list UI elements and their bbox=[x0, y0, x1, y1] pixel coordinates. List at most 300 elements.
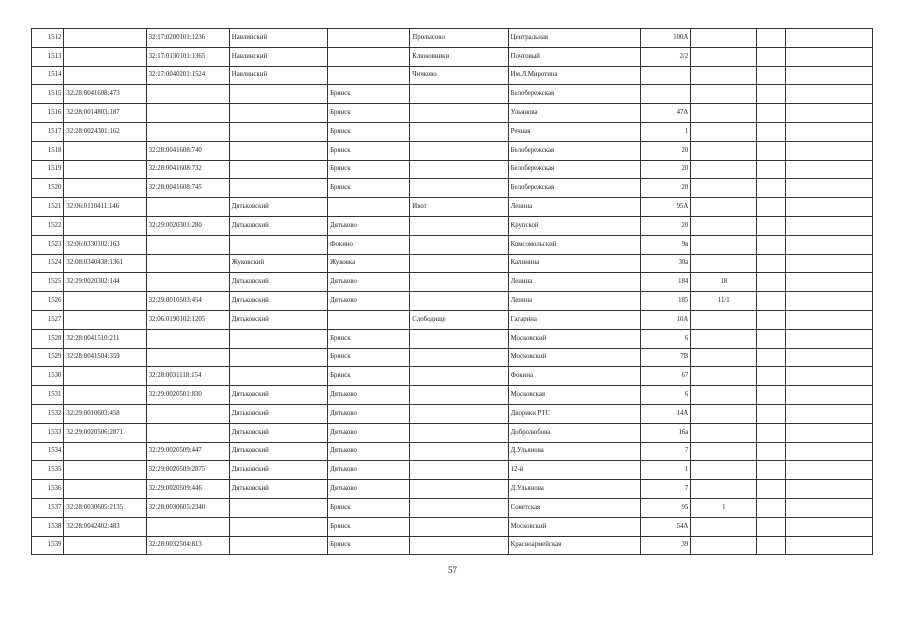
row-number-cell: 1529 bbox=[32, 348, 64, 367]
street-cell: 12-й bbox=[508, 461, 640, 480]
district-cell: Дятьковский bbox=[229, 404, 327, 423]
street-cell: Д.Ульянова bbox=[508, 442, 640, 461]
row-number-cell: 1528 bbox=[32, 329, 64, 348]
district-cell bbox=[229, 235, 327, 254]
cadastral-number-building-cell: 32:29:0020509:2875 bbox=[146, 461, 229, 480]
building-cell bbox=[691, 310, 757, 329]
cadastral-number-building-cell bbox=[146, 404, 229, 423]
flat-cell bbox=[757, 423, 786, 442]
house-cell: 7 bbox=[640, 480, 691, 499]
flat-cell bbox=[757, 329, 786, 348]
flat-cell bbox=[757, 47, 786, 66]
settlement-cell bbox=[410, 536, 508, 555]
extra-cell bbox=[786, 122, 873, 141]
building-cell bbox=[691, 122, 757, 141]
table-row bbox=[32, 292, 873, 311]
cadastral-number-building-cell: 32:28:0031118:154 bbox=[146, 367, 229, 386]
cadastral-number-building-cell: 32:28:0041608:740 bbox=[146, 141, 229, 160]
cadastral-number-land-cell bbox=[64, 536, 146, 555]
cadastral-number-building-cell: 32:29:0010503:454 bbox=[146, 292, 229, 311]
street-cell: Московский bbox=[508, 517, 640, 536]
extra-cell bbox=[786, 348, 873, 367]
settlement-cell bbox=[410, 329, 508, 348]
house-cell: 1 bbox=[640, 122, 691, 141]
district-cell: Навлинский bbox=[229, 66, 327, 85]
district-cell: Дятьковский bbox=[229, 292, 327, 311]
cadastral-number-land-cell bbox=[64, 47, 146, 66]
district-cell bbox=[229, 536, 327, 555]
flat-cell bbox=[757, 292, 786, 311]
settlement-cell bbox=[410, 160, 508, 179]
cadastral-number-building-cell: 32:29:0020501:830 bbox=[146, 386, 229, 405]
settlement-cell bbox=[410, 367, 508, 386]
building-cell bbox=[691, 254, 757, 273]
district-cell bbox=[229, 517, 327, 536]
table-row bbox=[32, 216, 873, 235]
building-cell: 11/1 bbox=[691, 292, 757, 311]
street-cell: Почтовый bbox=[508, 47, 640, 66]
building-cell bbox=[691, 517, 757, 536]
city-cell: Жуковка bbox=[328, 254, 410, 273]
city-cell bbox=[328, 66, 410, 85]
street-cell: Фокина bbox=[508, 367, 640, 386]
extra-cell bbox=[786, 66, 873, 85]
district-cell bbox=[229, 160, 327, 179]
building-cell bbox=[691, 29, 757, 48]
cadastral-number-building-cell: 32:29:0020509:447 bbox=[146, 442, 229, 461]
city-cell: Брянск bbox=[328, 179, 410, 198]
table-row bbox=[32, 235, 873, 254]
table-row bbox=[32, 85, 873, 104]
row-number-cell: 1523 bbox=[32, 235, 64, 254]
house-cell: 95А bbox=[640, 198, 691, 217]
row-number-cell: 1514 bbox=[32, 66, 64, 85]
cadastral-number-land-cell bbox=[64, 386, 146, 405]
building-cell bbox=[691, 104, 757, 123]
table-row bbox=[32, 29, 873, 48]
row-number-cell: 1518 bbox=[32, 141, 64, 160]
cadastral-number-building-cell bbox=[146, 273, 229, 292]
district-cell bbox=[229, 122, 327, 141]
extra-cell bbox=[786, 141, 873, 160]
street-cell: Московская bbox=[508, 386, 640, 405]
district-cell: Дятьковский bbox=[229, 442, 327, 461]
settlement-cell: Слободище bbox=[410, 310, 508, 329]
cadastral-number-land-cell: 32:29:0020506:2871 bbox=[64, 423, 146, 442]
district-cell bbox=[229, 179, 327, 198]
cadastral-number-land-cell bbox=[64, 216, 146, 235]
cadastral-number-land-cell bbox=[64, 29, 146, 48]
street-cell: Белобережская bbox=[508, 179, 640, 198]
building-cell bbox=[691, 160, 757, 179]
cadastral-number-land-cell bbox=[64, 461, 146, 480]
house-cell: 54А bbox=[640, 517, 691, 536]
extra-cell bbox=[786, 386, 873, 405]
house-cell: 6 bbox=[640, 386, 691, 405]
flat-cell bbox=[757, 367, 786, 386]
settlement-cell bbox=[410, 179, 508, 198]
flat-cell bbox=[757, 235, 786, 254]
city-cell: Брянск bbox=[328, 517, 410, 536]
cadastral-number-building-cell: 32:06:0190102:1205 bbox=[146, 310, 229, 329]
row-number-cell: 1530 bbox=[32, 367, 64, 386]
house-cell: 9в bbox=[640, 235, 691, 254]
flat-cell bbox=[757, 536, 786, 555]
cadastral-number-land-cell: 32:28:0024301:162 bbox=[64, 122, 146, 141]
settlement-cell: Пролысово bbox=[410, 29, 508, 48]
flat-cell bbox=[757, 461, 786, 480]
district-cell: Дятьковский bbox=[229, 216, 327, 235]
house-cell: 67 bbox=[640, 367, 691, 386]
settlement-cell bbox=[410, 85, 508, 104]
cadastral-number-building-cell bbox=[146, 517, 229, 536]
street-cell: Советская bbox=[508, 498, 640, 517]
row-number-cell: 1533 bbox=[32, 423, 64, 442]
settlement-cell bbox=[410, 292, 508, 311]
extra-cell bbox=[786, 310, 873, 329]
house-cell: 14А bbox=[640, 404, 691, 423]
table-row bbox=[32, 179, 873, 198]
settlement-cell bbox=[410, 104, 508, 123]
cadastral-number-land-cell: 32:28:0041608:473 bbox=[64, 85, 146, 104]
row-number-cell: 1520 bbox=[32, 179, 64, 198]
table-row bbox=[32, 517, 873, 536]
district-cell: Дятьковский bbox=[229, 386, 327, 405]
flat-cell bbox=[757, 254, 786, 273]
cadastral-number-land-cell: 32:28:0042402:483 bbox=[64, 517, 146, 536]
street-cell: Добролюбова bbox=[508, 423, 640, 442]
cadastral-number-land-cell bbox=[64, 160, 146, 179]
cadastral-number-land-cell bbox=[64, 442, 146, 461]
row-number-cell: 1515 bbox=[32, 85, 64, 104]
house-cell: 20 bbox=[640, 179, 691, 198]
row-number-cell: 1532 bbox=[32, 404, 64, 423]
street-cell: Дворики РТС bbox=[508, 404, 640, 423]
extra-cell bbox=[786, 179, 873, 198]
flat-cell bbox=[757, 348, 786, 367]
table-row bbox=[32, 480, 873, 499]
city-cell: Брянск bbox=[328, 367, 410, 386]
table-row bbox=[32, 141, 873, 160]
table-row bbox=[32, 461, 873, 480]
building-cell: 1 bbox=[691, 498, 757, 517]
flat-cell bbox=[757, 386, 786, 405]
building-cell bbox=[691, 235, 757, 254]
house-cell bbox=[640, 85, 691, 104]
extra-cell bbox=[786, 329, 873, 348]
cadastral-number-land-cell: 32:29:0020302:144 bbox=[64, 273, 146, 292]
street-cell: Д.Ульянова bbox=[508, 480, 640, 499]
district-cell bbox=[229, 329, 327, 348]
cadastral-number-building-cell bbox=[146, 198, 229, 217]
table-row bbox=[32, 536, 873, 555]
cadastral-number-land-cell bbox=[64, 480, 146, 499]
extra-cell bbox=[786, 104, 873, 123]
table-row bbox=[32, 254, 873, 273]
street-cell: Московский bbox=[508, 329, 640, 348]
cadastral-number-building-cell bbox=[146, 85, 229, 104]
district-cell bbox=[229, 141, 327, 160]
cadastral-number-land-cell: 32:28:0030605:2135 bbox=[64, 498, 146, 517]
city-cell: Дятьково bbox=[328, 386, 410, 405]
cadastral-number-land-cell: 32:08:0340438:1361 bbox=[64, 254, 146, 273]
row-number-cell: 1517 bbox=[32, 122, 64, 141]
building-cell bbox=[691, 404, 757, 423]
building-cell bbox=[691, 480, 757, 499]
cadastral-number-building-cell: 32:28:0041608:745 bbox=[146, 179, 229, 198]
flat-cell bbox=[757, 29, 786, 48]
city-cell: Дятьково bbox=[328, 292, 410, 311]
cadastral-number-land-cell bbox=[64, 141, 146, 160]
extra-cell bbox=[786, 198, 873, 217]
table-row bbox=[32, 104, 873, 123]
row-number-cell: 1513 bbox=[32, 47, 64, 66]
settlement-cell bbox=[410, 404, 508, 423]
house-cell: 47А bbox=[640, 104, 691, 123]
street-cell: Крупской bbox=[508, 216, 640, 235]
house-cell: 6 bbox=[640, 329, 691, 348]
house-cell: 2/2 bbox=[640, 47, 691, 66]
cadastral-number-building-cell: 32:28:0030605:2340 bbox=[146, 498, 229, 517]
cadastral-number-land-cell: 32:06:0330102:163 bbox=[64, 235, 146, 254]
settlement-cell bbox=[410, 254, 508, 273]
extra-cell bbox=[786, 461, 873, 480]
flat-cell bbox=[757, 122, 786, 141]
cadastral-number-building-cell bbox=[146, 235, 229, 254]
street-cell: Им.Л.Миротина bbox=[508, 66, 640, 85]
city-cell: Брянск bbox=[328, 348, 410, 367]
building-cell bbox=[691, 329, 757, 348]
city-cell bbox=[328, 310, 410, 329]
cadastral-number-land-cell: 32:28:0041504:359 bbox=[64, 348, 146, 367]
house-cell: 10А bbox=[640, 310, 691, 329]
row-number-cell: 1535 bbox=[32, 461, 64, 480]
building-cell bbox=[691, 348, 757, 367]
flat-cell bbox=[757, 273, 786, 292]
cadastral-number-building-cell: 32:17:0200101:1236 bbox=[146, 29, 229, 48]
settlement-cell bbox=[410, 216, 508, 235]
house-cell: 30а bbox=[640, 254, 691, 273]
cadastral-number-building-cell: 32:28:0032504:813 bbox=[146, 536, 229, 555]
city-cell: Брянск bbox=[328, 122, 410, 141]
cadastral-number-land-cell bbox=[64, 66, 146, 85]
cadastral-number-land-cell bbox=[64, 367, 146, 386]
extra-cell bbox=[786, 273, 873, 292]
extra-cell bbox=[786, 292, 873, 311]
row-number-cell: 1526 bbox=[32, 292, 64, 311]
row-number-cell: 1522 bbox=[32, 216, 64, 235]
district-cell bbox=[229, 498, 327, 517]
row-number-cell: 1538 bbox=[32, 517, 64, 536]
table-row bbox=[32, 47, 873, 66]
district-cell: Дятьковский bbox=[229, 310, 327, 329]
city-cell: Фокино bbox=[328, 235, 410, 254]
cadastral-number-land-cell: 32:28:0041510:211 bbox=[64, 329, 146, 348]
table-row bbox=[32, 66, 873, 85]
row-number-cell: 1525 bbox=[32, 273, 64, 292]
address-registry-table bbox=[31, 28, 873, 555]
table-row bbox=[32, 386, 873, 405]
table-row bbox=[32, 310, 873, 329]
city-cell: Дятьково bbox=[328, 442, 410, 461]
city-cell: Брянск bbox=[328, 85, 410, 104]
street-cell: Белобережская bbox=[508, 85, 640, 104]
flat-cell bbox=[757, 480, 786, 499]
district-cell bbox=[229, 104, 327, 123]
building-cell bbox=[691, 423, 757, 442]
building-cell bbox=[691, 536, 757, 555]
street-cell: Красноармейская bbox=[508, 536, 640, 555]
house-cell: 100А bbox=[640, 29, 691, 48]
city-cell: Дятьково bbox=[328, 423, 410, 442]
building-cell bbox=[691, 216, 757, 235]
row-number-cell: 1536 bbox=[32, 480, 64, 499]
street-cell: Белобережская bbox=[508, 141, 640, 160]
row-number-cell: 1537 bbox=[32, 498, 64, 517]
cadastral-number-building-cell bbox=[146, 104, 229, 123]
settlement-cell bbox=[410, 141, 508, 160]
house-cell: 1 bbox=[640, 461, 691, 480]
building-cell bbox=[691, 47, 757, 66]
row-number-cell: 1539 bbox=[32, 536, 64, 555]
house-cell bbox=[640, 66, 691, 85]
settlement-cell bbox=[410, 442, 508, 461]
settlement-cell bbox=[410, 480, 508, 499]
flat-cell bbox=[757, 104, 786, 123]
extra-cell bbox=[786, 442, 873, 461]
building-cell bbox=[691, 198, 757, 217]
flat-cell bbox=[757, 85, 786, 104]
settlement-cell bbox=[410, 517, 508, 536]
cadastral-number-building-cell bbox=[146, 423, 229, 442]
settlement-cell bbox=[410, 423, 508, 442]
extra-cell bbox=[786, 216, 873, 235]
row-number-cell: 1527 bbox=[32, 310, 64, 329]
extra-cell bbox=[786, 536, 873, 555]
house-cell: 20 bbox=[640, 160, 691, 179]
cadastral-number-building-cell bbox=[146, 122, 229, 141]
row-number-cell: 1512 bbox=[32, 29, 64, 48]
cadastral-number-land-cell bbox=[64, 310, 146, 329]
building-cell bbox=[691, 367, 757, 386]
street-cell: Гагарина bbox=[508, 310, 640, 329]
settlement-cell bbox=[410, 273, 508, 292]
house-cell: 20 bbox=[640, 216, 691, 235]
city-cell: Брянск bbox=[328, 104, 410, 123]
cadastral-number-land-cell: 32:06:0110411:146 bbox=[64, 198, 146, 217]
flat-cell bbox=[757, 517, 786, 536]
table-row bbox=[32, 198, 873, 217]
district-cell bbox=[229, 85, 327, 104]
extra-cell bbox=[786, 160, 873, 179]
flat-cell bbox=[757, 160, 786, 179]
flat-cell bbox=[757, 498, 786, 517]
building-cell bbox=[691, 386, 757, 405]
district-cell: Дятьковский bbox=[229, 423, 327, 442]
street-cell: Комсомольский bbox=[508, 235, 640, 254]
building-cell bbox=[691, 461, 757, 480]
flat-cell bbox=[757, 179, 786, 198]
house-cell: 20 bbox=[640, 141, 691, 160]
district-cell: Дятьковский bbox=[229, 273, 327, 292]
building-cell bbox=[691, 66, 757, 85]
cadastral-number-building-cell: 32:17:0130101:1365 bbox=[146, 47, 229, 66]
street-cell: Белобережская bbox=[508, 160, 640, 179]
settlement-cell bbox=[410, 122, 508, 141]
flat-cell bbox=[757, 198, 786, 217]
city-cell: Дятьково bbox=[328, 273, 410, 292]
extra-cell bbox=[786, 235, 873, 254]
flat-cell bbox=[757, 442, 786, 461]
house-cell: 95 bbox=[640, 498, 691, 517]
house-cell: 185 bbox=[640, 292, 691, 311]
house-cell: 184 bbox=[640, 273, 691, 292]
table-row bbox=[32, 273, 873, 292]
street-cell: Ульянова bbox=[508, 104, 640, 123]
building-cell bbox=[691, 179, 757, 198]
settlement-cell bbox=[410, 498, 508, 517]
cadastral-number-building-cell bbox=[146, 329, 229, 348]
extra-cell bbox=[786, 47, 873, 66]
street-cell: Калинина bbox=[508, 254, 640, 273]
house-cell: 7В bbox=[640, 348, 691, 367]
district-cell: Навлинский bbox=[229, 47, 327, 66]
extra-cell bbox=[786, 517, 873, 536]
extra-cell bbox=[786, 404, 873, 423]
city-cell: Брянск bbox=[328, 141, 410, 160]
district-cell: Навлинский bbox=[229, 29, 327, 48]
row-number-cell: 1519 bbox=[32, 160, 64, 179]
table-body bbox=[32, 29, 873, 555]
flat-cell bbox=[757, 141, 786, 160]
extra-cell bbox=[786, 498, 873, 517]
table-row bbox=[32, 329, 873, 348]
street-cell: Речная bbox=[508, 122, 640, 141]
table-row bbox=[32, 348, 873, 367]
street-cell: Ленина bbox=[508, 273, 640, 292]
house-cell: 16а bbox=[640, 423, 691, 442]
city-cell: Дятьково bbox=[328, 461, 410, 480]
city-cell: Брянск bbox=[328, 329, 410, 348]
cadastral-number-building-cell: 32:28:0041608:732 bbox=[146, 160, 229, 179]
house-cell: 7 bbox=[640, 442, 691, 461]
street-cell: Ленина bbox=[508, 292, 640, 311]
building-cell bbox=[691, 141, 757, 160]
table-row bbox=[32, 442, 873, 461]
cadastral-number-building-cell: 32:29:0020509:446 bbox=[146, 480, 229, 499]
street-cell: Ленина bbox=[508, 198, 640, 217]
row-number-cell: 1534 bbox=[32, 442, 64, 461]
street-cell: Центральная bbox=[508, 29, 640, 48]
flat-cell bbox=[757, 66, 786, 85]
table-row bbox=[32, 423, 873, 442]
settlement-cell bbox=[410, 235, 508, 254]
row-number-cell: 1531 bbox=[32, 386, 64, 405]
district-cell: Жуковский bbox=[229, 254, 327, 273]
building-cell bbox=[691, 85, 757, 104]
city-cell: Дятьково bbox=[328, 404, 410, 423]
district-cell: Дятьковский bbox=[229, 198, 327, 217]
city-cell: Брянск bbox=[328, 160, 410, 179]
city-cell: Дятьково bbox=[328, 216, 410, 235]
table-row bbox=[32, 498, 873, 517]
cadastral-number-building-cell: 32:17:0040201:1524 bbox=[146, 66, 229, 85]
settlement-cell bbox=[410, 386, 508, 405]
extra-cell bbox=[786, 29, 873, 48]
city-cell bbox=[328, 29, 410, 48]
flat-cell bbox=[757, 310, 786, 329]
district-cell: Дятьковский bbox=[229, 480, 327, 499]
